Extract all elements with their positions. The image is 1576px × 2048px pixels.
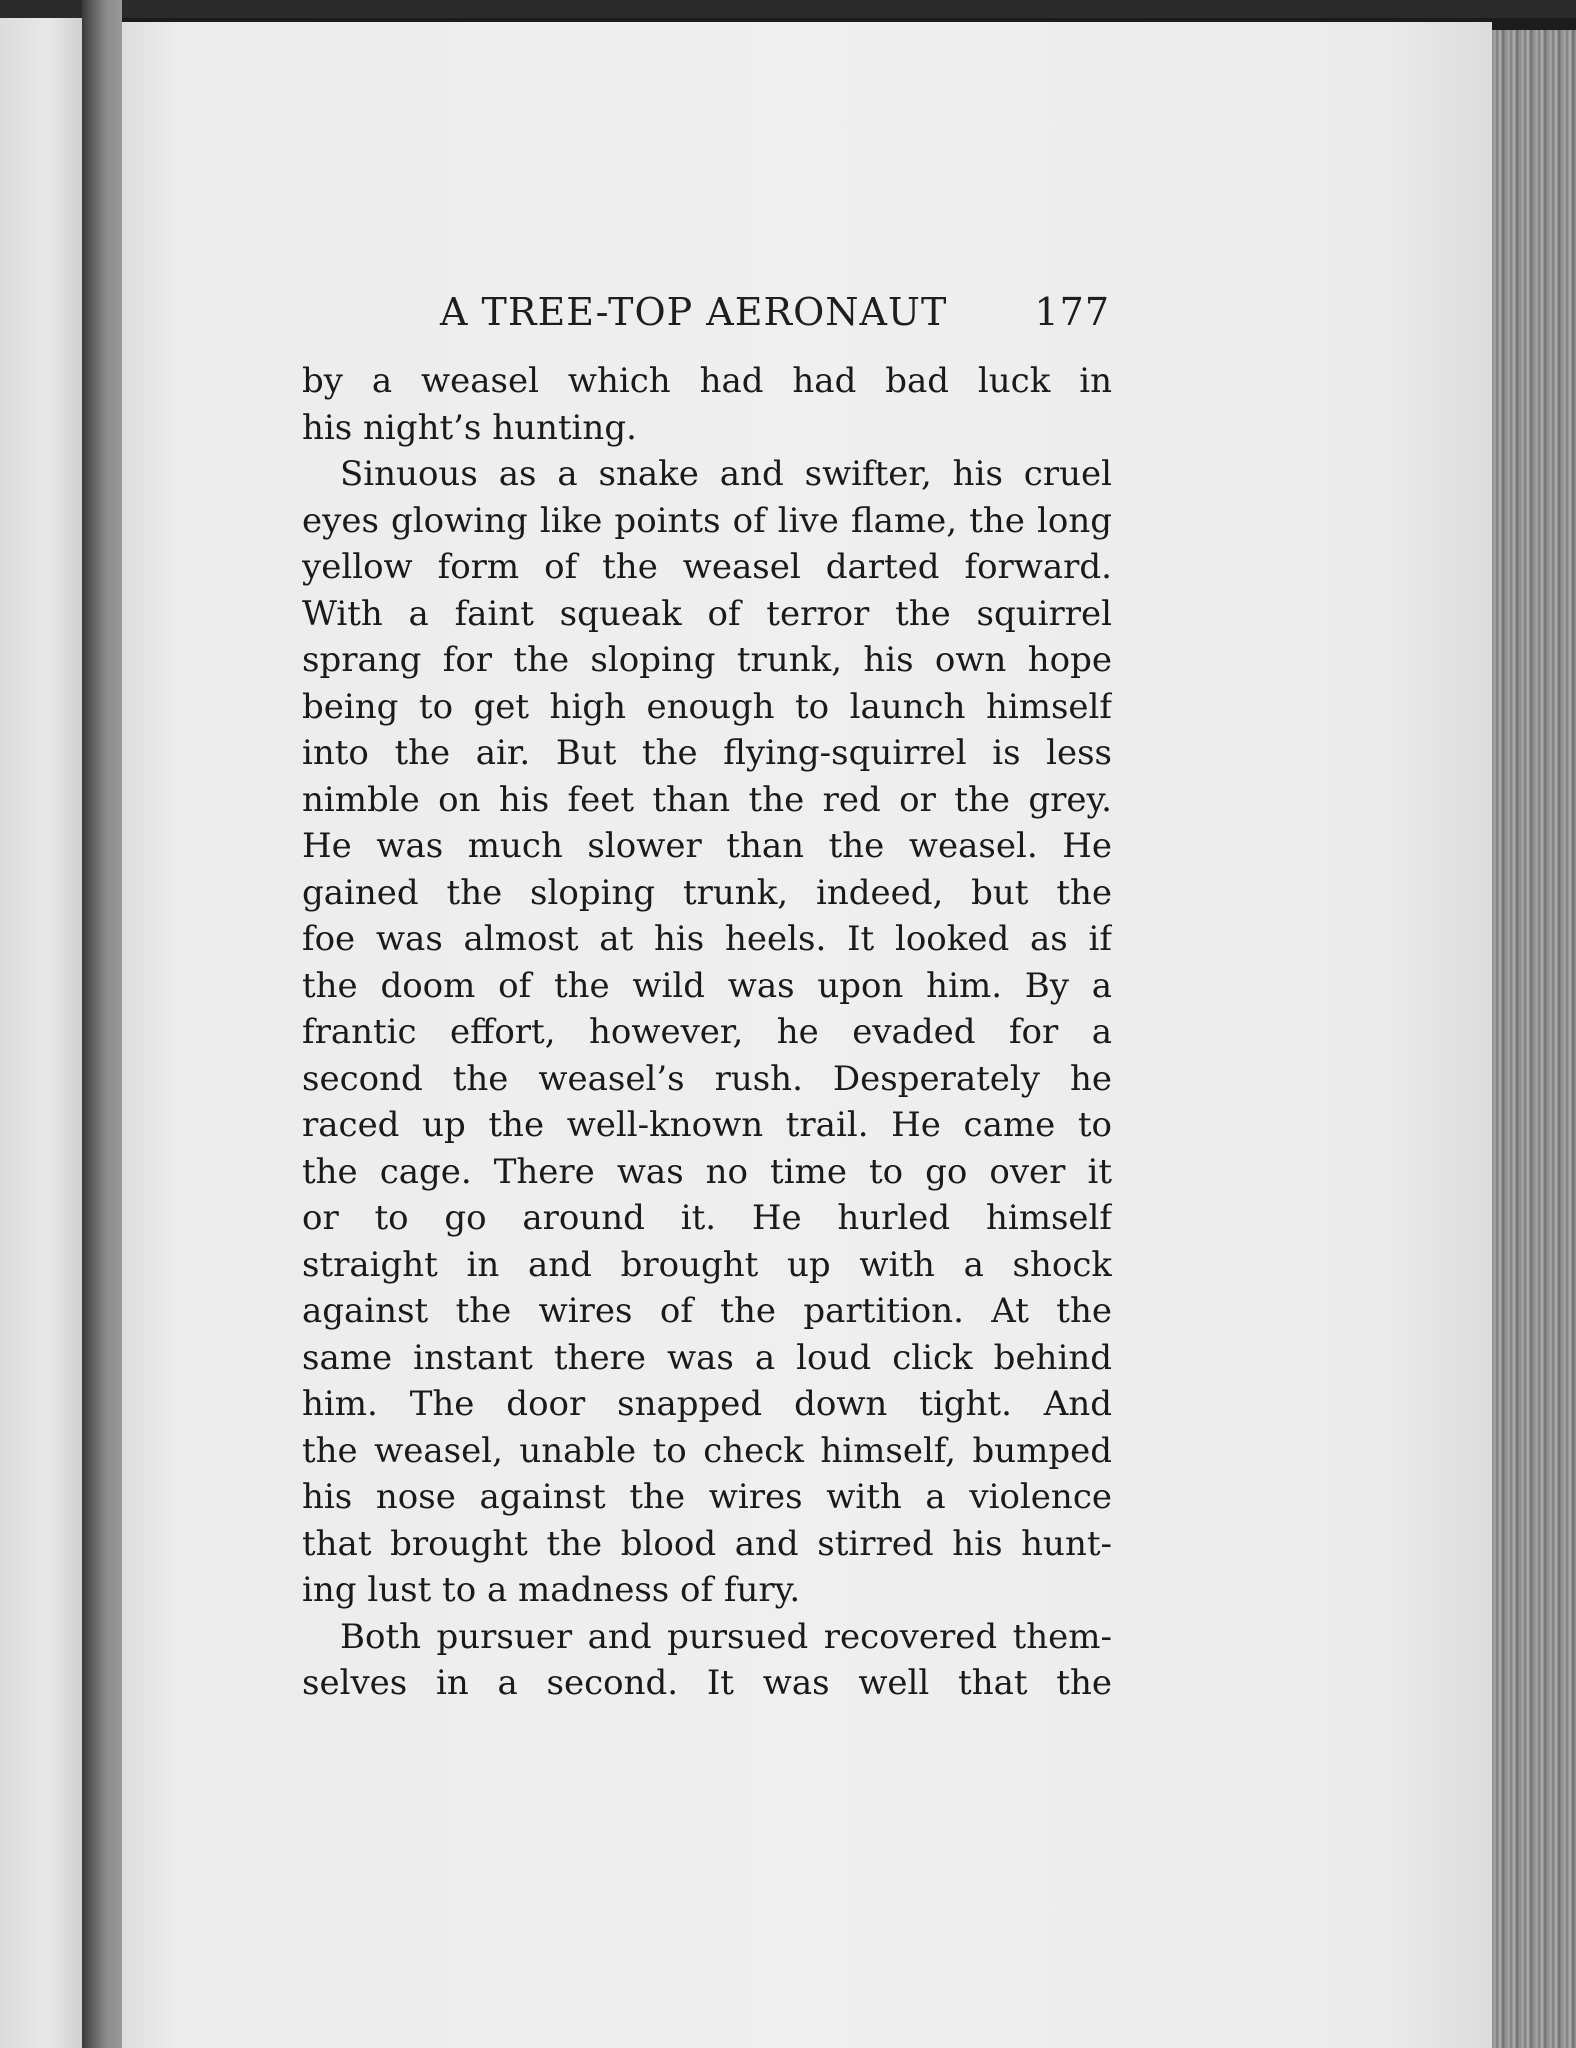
book-gutter: [82, 0, 122, 2048]
text-line: his night’s hunting.: [302, 407, 637, 448]
text-line: his nose against the wires with a violence: [302, 1477, 1112, 1517]
text-line: nimble on his feet than the red or the grey.: [302, 779, 1112, 820]
text-line: or to go around it. He hurled himself: [302, 1198, 1112, 1238]
text-line: into the air. But the flying-squirrel is less: [302, 733, 1112, 773]
text-line: by a weasel which had had bad luck in: [302, 361, 1112, 401]
text-line: frantic effort, however, he evaded for a: [302, 1012, 1112, 1052]
text-line: that brought the blood and stirred his hunt-: [302, 1523, 1112, 1564]
text-line: ing lust to a madness of fury.: [302, 1570, 801, 1610]
text-line: the doom of the wild was upon him. By a: [302, 965, 1112, 1006]
text-line: second the weasel’s rush. Desperately he: [302, 1058, 1112, 1099]
text-line: straight in and brought up with a shock: [302, 1244, 1112, 1285]
text-line: him. The door snapped down tight. And: [302, 1384, 1112, 1424]
text-line: yellow form of the weasel darted forward.: [302, 547, 1112, 587]
text-line: With a faint squeak of terror the squirrel: [302, 593, 1112, 634]
running-head-title: A TREE-TOP AERONAUT: [440, 290, 948, 334]
body-text: [302, 358, 1112, 1707]
text-line: foe was almost at his heels. It looked as if: [302, 919, 1112, 959]
text-line: gained the sloping trunk, indeed, but the: [302, 872, 1112, 913]
text-line: raced up the well-known trail. He came to: [302, 1105, 1112, 1145]
text-line: against the wires of the partition. At the: [302, 1291, 1112, 1331]
text-line: the weasel, unable to check himself, bumped: [302, 1430, 1112, 1471]
text-line: Both pursuer and pursued recovered them-: [340, 1616, 1112, 1657]
running-head: [440, 282, 1110, 342]
page-edges: [1492, 30, 1576, 2048]
text-line: sprang for the sloping trunk, his own hope: [302, 640, 1112, 680]
text-line: same instant there was a loud click behind: [302, 1337, 1112, 1378]
text-line: the cage. There was no time to go over it: [302, 1151, 1112, 1192]
text-line: Sinuous as a snake and swifter, his cruel: [340, 454, 1112, 494]
text-line: selves in a second. It was well that the: [302, 1663, 1112, 1703]
page-number: 177: [1034, 290, 1110, 334]
left-facing-page: [0, 18, 82, 2048]
text-line: He was much slower than the weasel. He: [302, 826, 1112, 866]
text-line: being to get high enough to launch himself: [302, 686, 1112, 727]
text-line: eyes glowing like points of live flame, the long: [302, 500, 1112, 541]
scan-top-border: [0, 0, 1576, 18]
